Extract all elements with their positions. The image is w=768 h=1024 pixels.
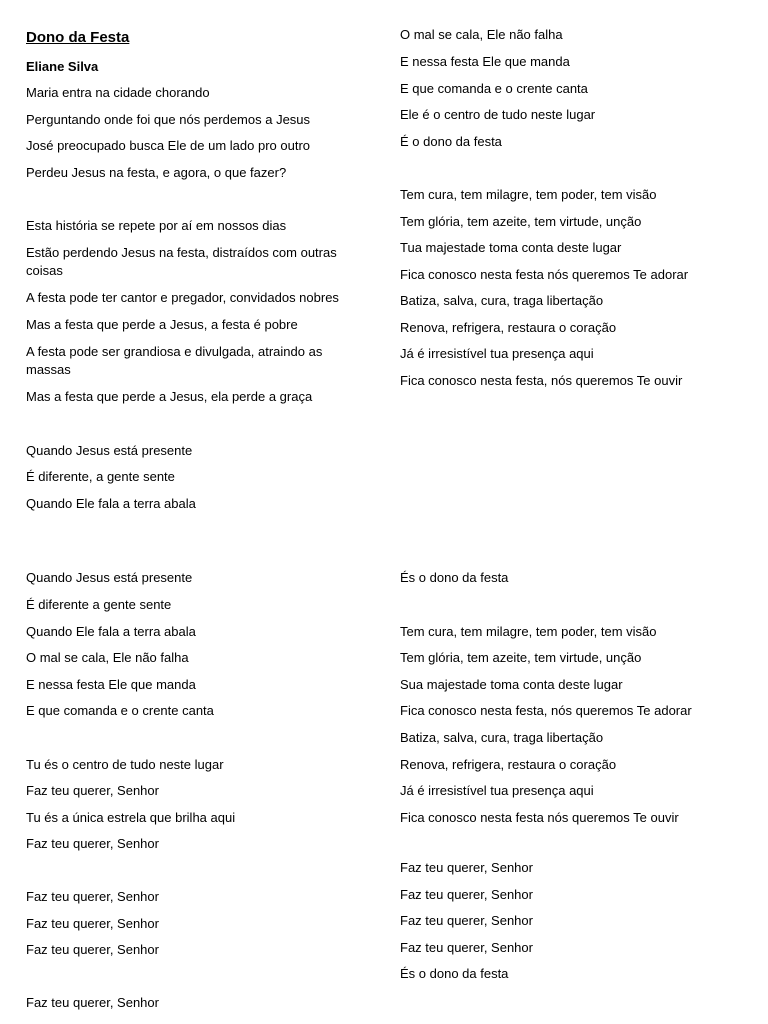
lyric-line: Quando Ele fala a terra abala — [26, 496, 196, 511]
lyric-line: Faz teu querer, Senhor — [26, 889, 159, 904]
lyric-line: A festa pode ter cantor e pregador, convidados nobres — [26, 290, 339, 305]
lyric-line: E nessa festa Ele que manda — [400, 54, 570, 69]
lyric-line: Quando Jesus está presente — [26, 570, 193, 585]
lyric-line: Tem glória, tem azeite, tem virtude, unção — [400, 214, 642, 229]
lyric-line: A festa pode ser grandiosa e divulgada, atraindo as massas — [26, 344, 323, 377]
lyric-line: Mas a festa que perde a Jesus, ela perde a graça — [26, 389, 313, 404]
lyric-line: Batiza, salva, cura, traga libertação — [400, 293, 604, 308]
lyric-line: Já é irresistível tua presença aqui — [400, 783, 594, 798]
lyric-line: Renova, refrigera, restaura o coração — [400, 320, 617, 335]
lyric-line: Tu és o centro de tudo neste lugar — [26, 757, 224, 772]
lyric-line: E nessa festa Ele que manda — [26, 677, 196, 692]
lyric-line: Quando Ele fala a terra abala — [26, 624, 196, 639]
lyric-line: Perguntando onde foi que nós perdemos a Jesus — [26, 112, 311, 127]
lyric-line: Faz teu querer, Senhor — [400, 940, 533, 955]
lyric-line: És o dono da festa — [400, 570, 509, 585]
lyric-line: Perdeu Jesus na festa, e agora, o que fazer? — [26, 165, 287, 180]
lyric-line: O mal se cala, Ele não falha — [400, 27, 563, 42]
lyric-line: Fica conosco nesta festa, nós queremos Te ouvir — [400, 373, 683, 388]
lyric-line: Batiza, salva, cura, traga libertação — [400, 730, 604, 745]
lyric-line: Faz teu querer, Senhor — [400, 887, 533, 902]
lyric-line: Faz teu querer, Senhor — [400, 913, 533, 928]
lyric-line: Fica conosco nesta festa nós queremos Te adorar — [400, 267, 689, 282]
lyric-line: Tem glória, tem azeite, tem virtude, unção — [400, 650, 642, 665]
lyric-line: Faz teu querer, Senhor — [26, 995, 159, 1010]
lyric-line: Sua majestade toma conta deste lugar — [400, 677, 623, 692]
lyric-line: Faz teu querer, Senhor — [26, 836, 159, 851]
lyric-line: Ele é o centro de tudo neste lugar — [400, 107, 596, 122]
lyric-line: Já é irresistível tua presença aqui — [400, 346, 594, 361]
lyric-line: O mal se cala, Ele não falha — [26, 650, 189, 665]
lyric-line: Estão perdendo Jesus na festa, distraídos com outras coisas — [26, 245, 337, 278]
lyric-line: Faz teu querer, Senhor — [400, 860, 533, 875]
lyric-line: Fica conosco nesta festa, nós queremos Te adorar — [400, 703, 692, 718]
song-author: Eliane Silva — [26, 59, 99, 74]
lyric-line: Tu és a única estrela que brilha aqui — [26, 810, 236, 825]
lyric-line: É o dono da festa — [400, 134, 502, 149]
lyric-line: José preocupado busca Ele de um lado pro outro — [26, 138, 311, 153]
lyric-line: Faz teu querer, Senhor — [26, 942, 159, 957]
lyric-line: Faz teu querer, Senhor — [26, 916, 159, 931]
lyric-line: Tua majestade toma conta deste lugar — [400, 240, 622, 255]
lyric-line: Tem cura, tem milagre, tem poder, tem visão — [400, 187, 657, 202]
lyric-line: E que comanda e o crente canta — [400, 81, 588, 96]
lyric-line: E que comanda e o crente canta — [26, 703, 214, 718]
lyric-line: Fica conosco nesta festa nós queremos Te ouvir — [400, 810, 679, 825]
song-title: Dono da Festa — [26, 29, 130, 46]
lyric-line: Faz teu querer, Senhor — [26, 783, 159, 798]
lyric-line: Renova, refrigera, restaura o coração — [400, 757, 617, 772]
lyric-line: És o dono da festa — [400, 966, 509, 981]
lyric-line: É diferente a gente sente — [26, 597, 172, 612]
lyric-line: Maria entra na cidade chorando — [26, 85, 210, 100]
lyric-line: Tem cura, tem milagre, tem poder, tem visão — [400, 624, 657, 639]
lyric-line: Mas a festa que perde a Jesus, a festa é pobre — [26, 317, 298, 332]
lyric-line: Quando Jesus está presente — [26, 443, 193, 458]
lyric-line: Esta história se repete por aí em nossos dias — [26, 218, 287, 233]
lyric-line: É diferente, a gente sente — [26, 469, 175, 484]
